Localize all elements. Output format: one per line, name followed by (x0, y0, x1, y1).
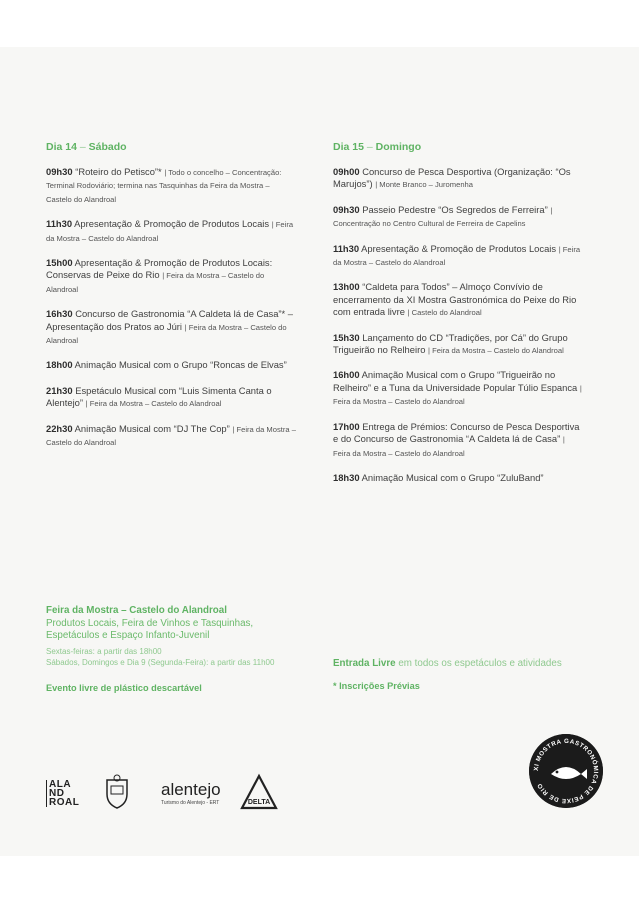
inscricoes-note: * Inscrições Prévias (333, 680, 420, 691)
event-description: Animação Musical com o Grupo “Trigueirão no Relheiro” e a Tuna da Universidade Popular Túlio Espanca (333, 369, 580, 393)
event-location: | Feira da Mostra – Castelo do Alandroal (46, 271, 265, 294)
entrada-info (333, 658, 583, 691)
event-description: Espetáculo Musical com “Luis Simenta Canta o Alentejo” (46, 384, 272, 409)
alentejo-logo: alentejo Turismo do Alentejo - ERT (161, 780, 221, 806)
event-time: 09h30 (333, 203, 360, 215)
event-item (333, 281, 583, 319)
event-item (46, 359, 296, 372)
event-item (46, 218, 296, 245)
event-description: Concurso de Pesca Desportiva (Organização: “Os Marujos”) (333, 166, 571, 190)
event-item (46, 423, 296, 450)
hours-weekend: Sábados, Domingos e Dia 9 (Segunda-Feira): a partir das 11h00 (46, 658, 275, 667)
event-description: Concurso de Gastronomia “A Caldeta lá de Casa”* – Apresentação dos Pratos ao Júri (46, 308, 294, 332)
event-description: Apresentação & Promoção de Produtos Locais: Conservas de Peixe do Rio (46, 257, 273, 281)
mostra-badge-icon (529, 734, 603, 808)
event-item (333, 421, 583, 460)
event-location: | Feira da Mostra – Castelo do Alandroal (428, 346, 564, 356)
event-time: 18h30 (333, 471, 360, 483)
event-item (46, 166, 296, 206)
feira-info (46, 605, 306, 693)
event-description: Apresentação & Promoção de Produtos Locais (72, 218, 272, 230)
event-item (333, 472, 583, 485)
alandroal-logo: ALA ND ROAL (46, 780, 83, 807)
delta-logo (239, 773, 279, 813)
event-description: Animação Musical com o Grupo “Roncas de Elvas” (72, 359, 287, 371)
event-location: | Feira da Mostra – Castelo do Alandroal (333, 435, 565, 458)
event-item (46, 257, 296, 296)
plastic-free-note: Evento livre de plástico descartável (46, 682, 202, 693)
event-item (333, 166, 583, 192)
event-time: 22h30 (46, 422, 73, 434)
event-location: | Monte Branco – Juromenha (375, 180, 473, 190)
event-description: “Caldeta para Todos” – Almoço Convívio de encerramento da XI Mostra Gastronómica do Peixe do Rio com entrada livre (333, 281, 577, 318)
event-time: 17h00 (333, 420, 360, 432)
event-item (333, 243, 583, 270)
event-location: | Feira da Mostra – Castelo do Alandroal (333, 383, 582, 407)
event-description: Animação Musical com “DJ The Cop” (72, 422, 233, 434)
event-location: | Feira da Mostra – Castelo do Alandroal (333, 244, 581, 268)
event-location: | Feira da Mostra – Castelo do Alandroal (46, 424, 296, 448)
event-time: 16h30 (46, 308, 73, 320)
event-location: | Concentração no Centro Cultural de Ferreira de Capelins (333, 205, 553, 229)
event-description: “Roteiro do Petisco”* (72, 166, 165, 177)
page (0, 47, 639, 856)
event-item (333, 204, 583, 231)
event-description: Entrega de Prémios: Concurso de Pesca Desportiva e do Concurso de Gastronomia “A Caldeta lá de Casa” (333, 420, 580, 445)
feira-title: Feira da Mostra – Castelo do Alandroal (46, 605, 227, 616)
event-time: 18h00 (46, 359, 73, 371)
event-location: | Feira da Mostra – Castelo do Alandroal (46, 322, 287, 346)
event-item (46, 308, 296, 347)
event-time: 21h30 (46, 384, 73, 396)
event-time: 09h30 (46, 166, 73, 177)
municipal-crest-icon (101, 774, 133, 812)
event-time: 13h00 (333, 281, 360, 293)
svg-text:XI MOSTRA GASTRONÓMICA DE PEIX: XI MOSTRA GASTRONÓMICA DE PEIXE DE RIO (532, 737, 600, 805)
event-item (333, 332, 583, 358)
event-time: 09h00 (333, 166, 360, 177)
hours-friday: Sextas-feiras: a partir das 18h00 (46, 646, 162, 656)
event-time: 11h30 (46, 218, 73, 230)
day14-column (46, 141, 296, 462)
event-location: | Feira da Mostra – Castelo do Alandroal (46, 220, 294, 243)
event-item (333, 369, 583, 408)
event-item (46, 385, 296, 411)
event-location: | Todo o concelho – Concentração: Terminal Rodoviário; termina nas Tasquinhas da Feira da Mostra – Castelo do Alandroal (46, 168, 282, 204)
event-description: Animação Musical com o Grupo “ZuluBand” (359, 471, 544, 483)
day15-title: Dia 15 – Domingo (333, 141, 422, 153)
event-time: 15h00 (46, 257, 73, 269)
event-description: Apresentação & Promoção de Produtos Locais (359, 242, 559, 254)
event-time: 15h30 (333, 331, 360, 343)
entrada-livre: Entrada Livre em todos os espetáculos e atividades (333, 658, 562, 669)
event-location: | Feira da Mostra – Castelo do Alandroal (85, 399, 222, 409)
event-description: Lançamento do CD “Tradições, por Cá” do Grupo Trigueirão no Relheiro (333, 331, 568, 356)
event-description: Passeio Pedestre “Os Segredos de Ferreira” (359, 203, 551, 215)
event-time: 11h30 (333, 242, 360, 254)
sponsor-logos (46, 773, 279, 813)
event-location: | Castelo do Alandroal (407, 308, 482, 318)
feira-subtitle: Produtos Locais, Feira de Vinhos e Tasquinhas, Espetáculos e Espaço Infanto-Juvenil (46, 617, 254, 641)
day14-title: Dia 14 – Sábado (46, 141, 127, 153)
event-time: 16h00 (333, 369, 360, 381)
day15-column (333, 141, 583, 497)
svg-text:DELTA: DELTA (247, 799, 270, 806)
